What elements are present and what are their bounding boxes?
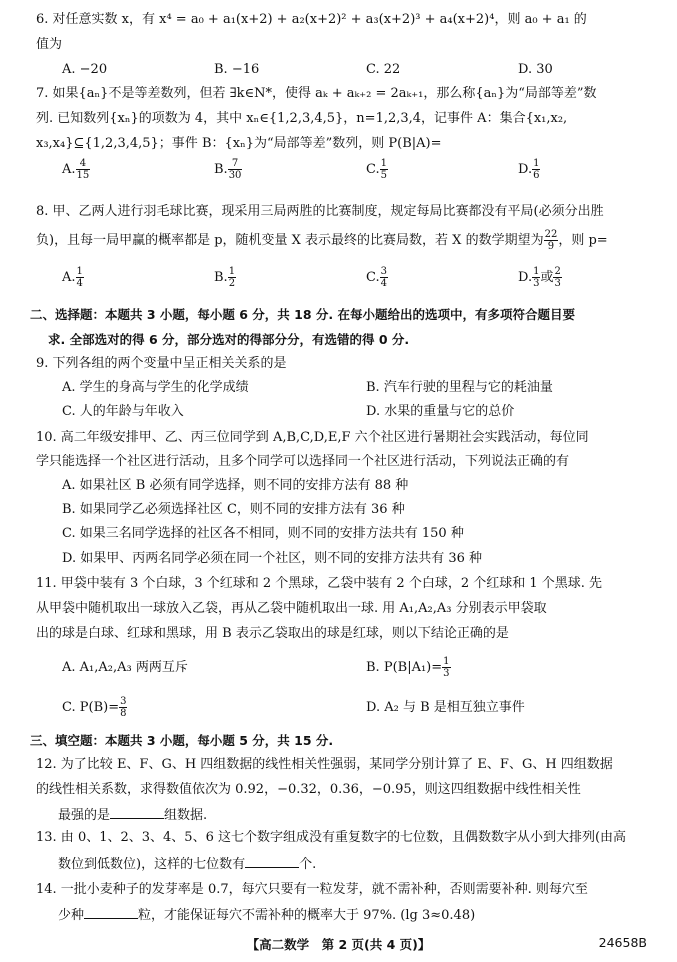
q11-line3: 出的球是白球、红球和黑球，用 B 表示乙袋取出的球是红球，则以下结论正确的是 — [36, 626, 509, 641]
q14-line2: 少种 粒，才能保证每穴不需补种的概率大于 97%. (lg 3≈0.48) — [58, 908, 476, 923]
fraction: $\frac{2}{3}$ — [554, 266, 561, 289]
section-3-heading: 三、填空题：本题共 3 小题，每小题 5 分，共 15 分. — [30, 733, 334, 748]
fraction: $\frac{4}{15}$ — [76, 158, 90, 181]
q8-line2: 负)，且每一局甲赢的概率都是 p，随机变量 X 表示最终的比赛局数，若 X 的数学期望为 $\frac{22}{9}$ ，则 p= — [36, 229, 608, 252]
q6-option-a: A. −20 — [62, 62, 108, 77]
q10-line2: 学只能选择一个社区进行活动，且多个同学可以选择同一个社区进行活动，下列说法正确的有 — [36, 454, 570, 469]
fraction: $\frac{1}{3}$ — [533, 266, 540, 289]
footer-code: 24658B — [598, 935, 647, 950]
q7-option-d: D. $\frac{1}{6}$ — [518, 158, 540, 181]
q9-option-a: A. 学生的身高与学生的化学成绩 — [62, 380, 249, 395]
fraction: $\frac{1}{5}$ — [380, 158, 387, 181]
answer-blank[interactable] — [245, 855, 299, 868]
q10-line1: 10. 高二年级安排甲、乙、丙三位同学到 A,B,C,D,E,F 六个社区进行暑期社会实践活动，每位同 — [36, 430, 589, 445]
q10-option-a: A. 如果社区 B 必须有同学选择，则不同的安排方法有 88 种 — [62, 478, 409, 493]
section-2-heading-line1: 二、选择题：本题共 3 小题，每小题 6 分，共 18 分. 在每小题给出的选项中，有多项符合题目要 — [30, 307, 576, 322]
q9-option-d: D. 水果的重量与它的总价 — [366, 404, 515, 419]
q6-line1: 6. 对任意实数 x，有 x⁴ = a₀ + a₁(x+2) + a₂(x+2)² + a₃(x+2)³ + a₄(x+2)⁴，则 a₀ + a₁ 的 — [36, 12, 587, 27]
fraction: $\frac{1}{2}$ — [228, 266, 236, 289]
fraction: $\frac{1}{4}$ — [76, 266, 83, 289]
fraction: $\frac{1}{6}$ — [533, 158, 540, 181]
q8-line1: 8. 甲、乙两人进行羽毛球比赛，现采用三局两胜的比赛制度，规定每局比赛都没有平局(必须分出胜 — [36, 204, 604, 219]
q13-line1: 13. 由 0、1、2、3、4、5、6 这七个数字组成没有重复数字的七位数，且偶数数字从小到大排列(由高 — [36, 830, 627, 845]
fraction: $\frac{3}{8}$ — [120, 696, 127, 719]
q6-option-b: B. −16 — [214, 62, 260, 77]
fraction: $\frac{22}{9}$ — [544, 229, 558, 252]
q9-option-c: C. 人的年龄与年收入 — [62, 404, 184, 419]
fraction: $\frac{1}{3}$ — [443, 656, 450, 679]
q8-option-d: D. $\frac{1}{3}$ 或 $\frac{2}{3}$ — [518, 266, 561, 289]
q13-line2: 数位到低数位)，这样的七位数有 个. — [58, 857, 317, 872]
q11-line2: 从甲袋中随机取出一球放入乙袋，再从乙袋中随机取出一球. 用 A₁,A₂,A₃ 分别表示甲袋取 — [36, 601, 547, 616]
q10-option-c: C. 如果三名同学选择的社区各不相同，则不同的安排方法共有 150 种 — [62, 526, 464, 541]
q12-line3: 最强的是 组数据. — [58, 808, 208, 823]
q7-option-a: A. $\frac{4}{15}$ — [62, 158, 90, 181]
q11-option-a: A. A₁,A₂,A₃ 两两互斥 — [62, 660, 188, 675]
q6-option-c: C. 22 — [366, 62, 401, 77]
q12-line1: 12. 为了比较 E、F、G、H 四组数据的线性相关性强弱，某同学分别计算了 E、F、G、H 四组数据 — [36, 757, 613, 772]
q9-option-b: B. 汽车行驶的里程与它的耗油量 — [366, 380, 553, 395]
q11-option-c: C. P(B)= $\frac{3}{8}$ — [62, 696, 127, 719]
fraction: $\frac{7}{30}$ — [228, 158, 242, 181]
footer-page-info: 【高二数学 第 2 页(共 4 页)】 — [246, 937, 431, 952]
q6-option-d: D. 30 — [518, 62, 553, 77]
q8-option-a: A. $\frac{1}{4}$ — [62, 266, 83, 289]
q12-line2: 的线性相关系数，求得数值依次为 0.92，−0.32，0.36，−0.95，则这四组数据中线性相关性 — [36, 782, 581, 797]
q11-line1: 11. 甲袋中装有 3 个白球，3 个红球和 2 个黑球，乙袋中装有 2 个白球，2 个红球和 1 个黑球. 先 — [36, 576, 603, 591]
q7-option-c: C. $\frac{1}{5}$ — [366, 158, 387, 181]
answer-blank[interactable] — [110, 806, 164, 819]
q9-line1: 9. 下列各组的两个变量中呈正相关关系的是 — [36, 356, 287, 371]
q11-option-d: D. A₂ 与 B 是相互独立事件 — [366, 700, 525, 715]
q7-line2: 列. 已知数列{xₙ}的项数为 4，其中 xₙ∈{1,2,3,4,5}，n=1,2,3,4，记事件 A：集合{x₁,x₂, — [36, 111, 568, 126]
q8-option-b: B. $\frac{1}{2}$ — [214, 266, 236, 289]
q10-option-d: D. 如果甲、丙两名同学必须在同一个社区，则不同的安排方法共有 36 种 — [62, 551, 483, 566]
q7-option-b: B. $\frac{7}{30}$ — [214, 158, 242, 181]
q8-option-c: C. $\frac{3}{4}$ — [366, 266, 387, 289]
section-2-heading-line2: 求. 全部选对的得 6 分，部分选对的得部分分，有选错的得 0 分. — [48, 332, 410, 347]
q7-line1: 7. 如果{aₙ}不是等差数列，但若 ∃k∈N*，使得 aₖ + aₖ₊₂ = 2aₖ₊₁，那么称{aₙ}为“局部等差”数 — [36, 86, 597, 101]
fraction: $\frac{3}{4}$ — [380, 266, 387, 289]
q7-line3: x₃,x₄}⊆{1,2,3,4,5}；事件 B：{xₙ}为“局部等差”数列，则 P(B|A)= — [36, 136, 442, 151]
q10-option-b: B. 如果同学乙必须选择社区 C，则不同的安排方法有 36 种 — [62, 502, 405, 517]
q6-line2: 值为 — [36, 37, 63, 52]
q14-line1: 14. 一批小麦种子的发芽率是 0.7，每穴只要有一粒发芽，就不需补种，否则需要补种. 则每穴至 — [36, 882, 588, 897]
q11-option-b: B. P(B|A₁)= $\frac{1}{3}$ — [366, 656, 450, 679]
answer-blank[interactable] — [84, 906, 138, 919]
